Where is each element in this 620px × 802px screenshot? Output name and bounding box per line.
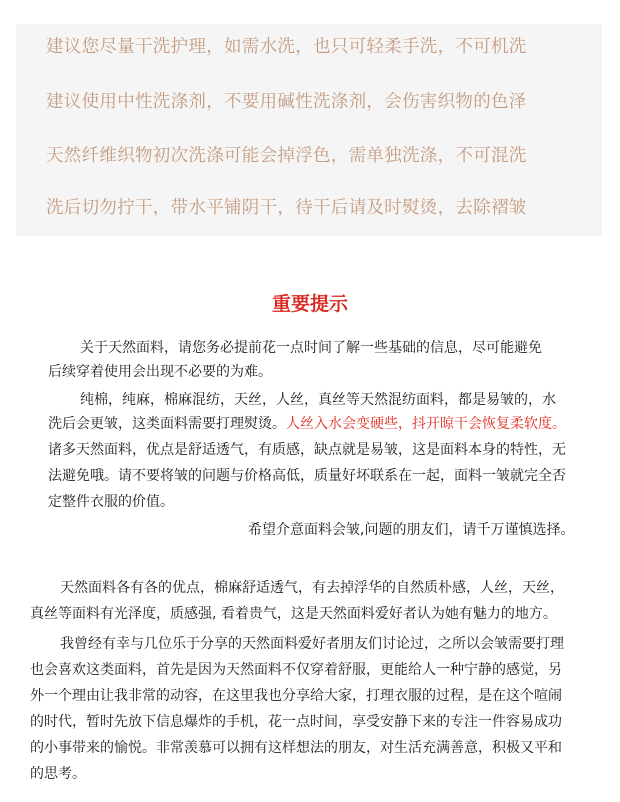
essay-p1-line1: 天然面料各有各的优点，棉麻舒适透气，有去掉浮华的自然质朴感，人丝，天丝， bbox=[60, 580, 564, 596]
care-line-3: 天然纤维织物初次洗涤可能会掉浮色，需单独洗涤，不可混洗 bbox=[46, 146, 527, 166]
essay-p2-line2: 也会喜欢这类面料，首先是因为天然面料不仅穿着舒服，更能给人一种宁静的感觉，另 bbox=[30, 662, 562, 678]
essay-p2-line1: 我曾经有幸与几位乐于分享的天然面料爱好者朋友们讨论过，之所以会皱需要打理 bbox=[60, 636, 564, 652]
notice-p2-line4: 法避免哦。请不要将皱的问题与价格高低，质量好坏联系在一起，面料一皱就完全否 bbox=[48, 468, 566, 484]
essay-p2-line3: 外一个理由让我非常的动容，在这里我也分享给大家，打理衣服的过程，是在这个喧闹 bbox=[30, 688, 562, 704]
notice-highlight: 人丝入水会变硬些，抖开晾干会恢复柔软度。 bbox=[286, 416, 566, 432]
notice-title: 重要提示 bbox=[271, 293, 348, 315]
essay-p2-line5: 的小事带来的愉悦。非常羡慕可以拥有这样想法的朋友，对生活充满善意，积极又平和 bbox=[30, 740, 562, 756]
notice-closing: 希望介意面料会皱,问题的朋友们，请千万谨慎选择。 bbox=[248, 522, 575, 538]
notice-p2-line1: 纯棉，纯麻，棉麻混纺，天丝，人丝，真丝等天然混纺面料，都是易皱的，水 bbox=[80, 392, 556, 408]
essay-p2-line6: 的思考。 bbox=[30, 766, 86, 782]
essay-p1-line2: 真丝等面料有光泽度，质感强, 看着贵气，这是天然面料爱好者认为她有魅力的地方。 bbox=[30, 606, 557, 622]
notice-p2-line3: 诸多天然面料，优点是舒适透气，有质感，缺点就是易皱，这是面料本身的特性，无 bbox=[48, 442, 566, 458]
notice-p2-line2 bbox=[48, 412, 566, 436]
care-line-1: 建议您尽量干洗护理，如需水洗，也只可轻柔手洗，不可机洗 bbox=[46, 37, 527, 57]
essay-p2-line4: 的时代，暂时先放下信息爆炸的手机，花一点时间，享受安静下来的专注一件容易成功 bbox=[30, 714, 562, 730]
care-line-4: 洗后切勿拧干，带水平铺阴干，待干后请及时熨烫，去除褶皱 bbox=[46, 198, 527, 218]
notice-p1-line2: 后续穿着使用会出现不必要的为难。 bbox=[48, 364, 272, 380]
notice-p2-line5: 定整件衣服的价值。 bbox=[48, 494, 174, 510]
care-instructions-panel bbox=[16, 24, 602, 236]
notice-p2-line2-text: 洗后会更皱，这类面料需要打理熨烫。 bbox=[48, 416, 286, 432]
notice-p1-line1: 关于天然面料，请您务必提前花一点时间了解一些基础的信息，尽可能避免 bbox=[80, 340, 542, 356]
care-line-2: 建议使用中性洗涤剂，不要用碱性洗涤剂，会伤害织物的色泽 bbox=[46, 92, 527, 112]
